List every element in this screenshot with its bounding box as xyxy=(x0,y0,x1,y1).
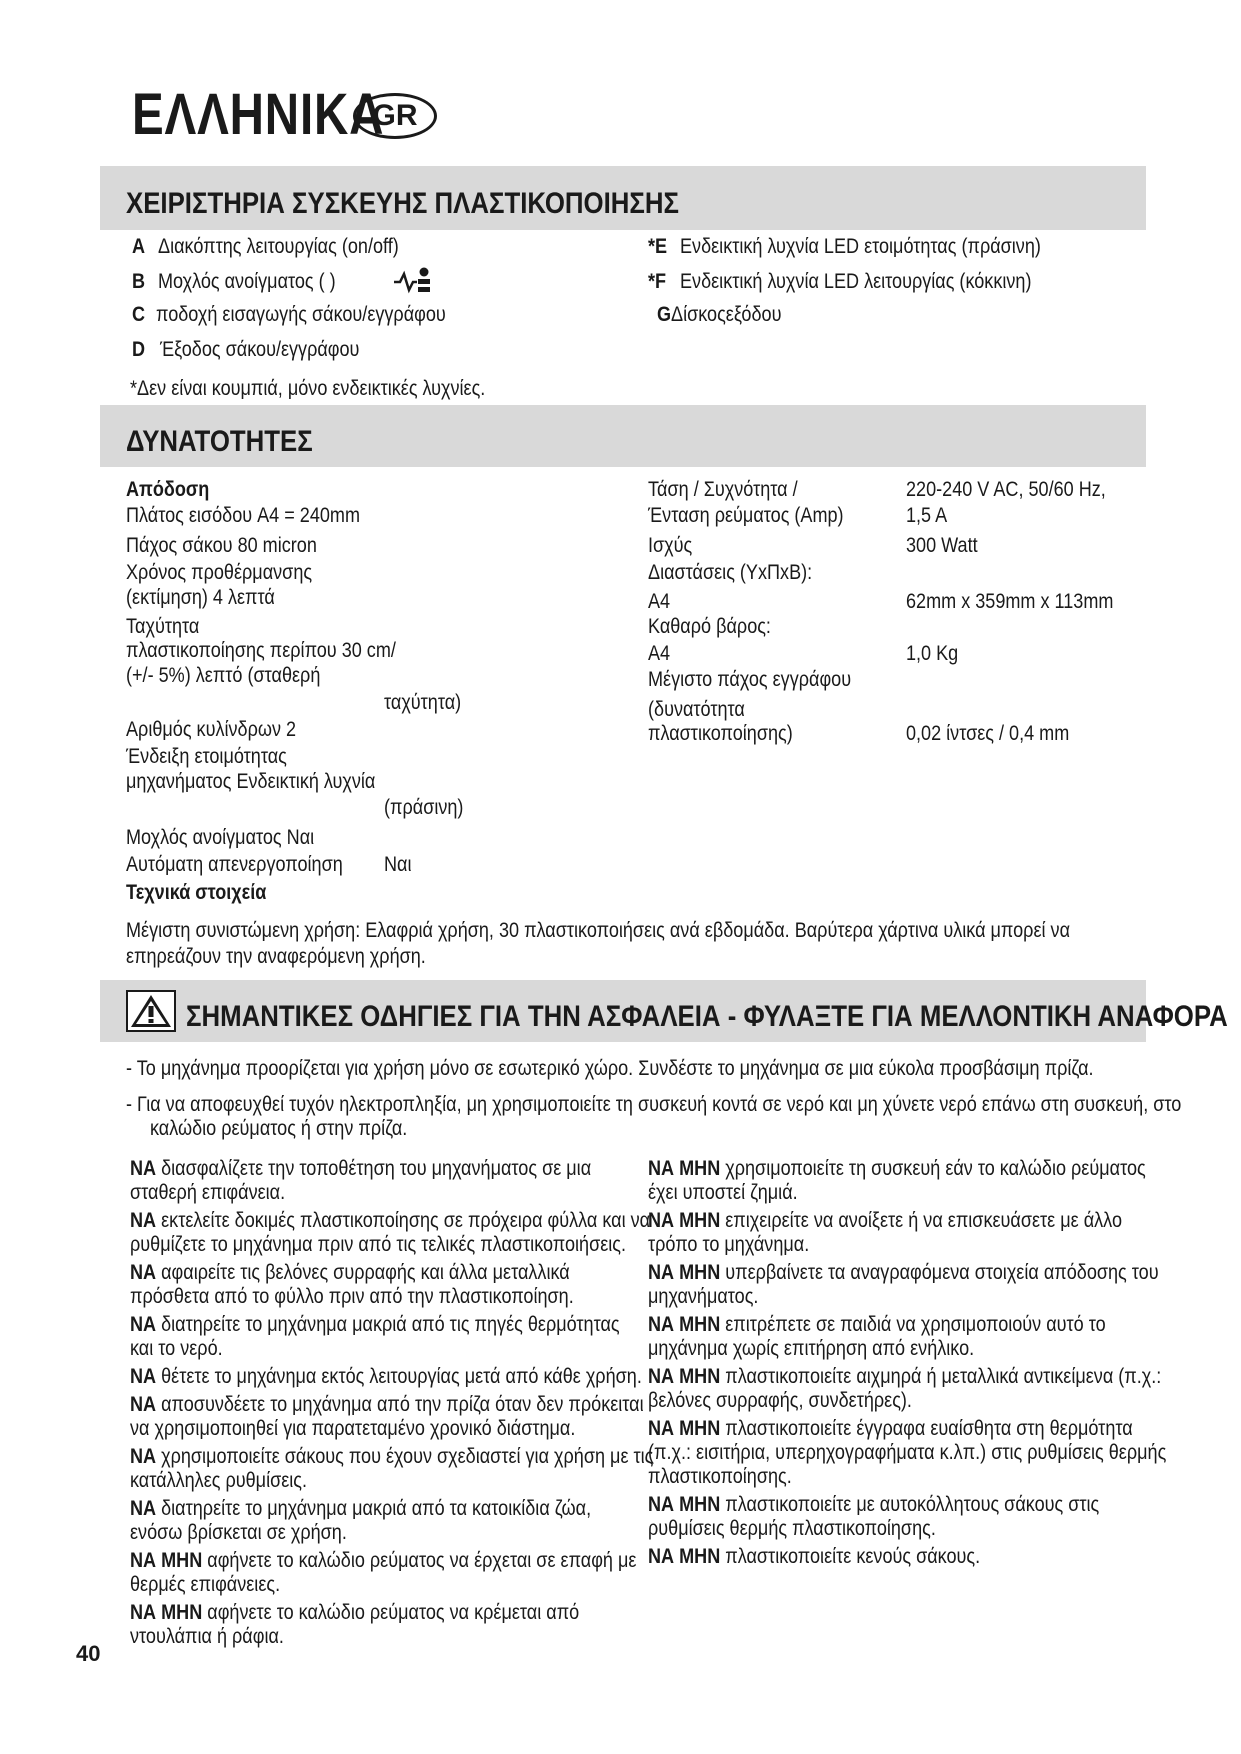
safety-rule-text: αφήνετε το καλώδιο ρεύματος να κρέμεται από xyxy=(202,1601,580,1624)
spec-line: (εκτίμηση) 4 λεπτά xyxy=(126,586,275,609)
feature-text-g: Δίσκοςεξόδου xyxy=(671,303,782,326)
usage-note: Μέγιστη συνιστώμενη χρήση: Ελαφριά χρήση, 30 πλαστικοποιήσεις ανά εβδομάδα. Βαρύτερα χάρτινα υλικά μπορεί να επηρεάζουν την αναφερόμενη χρήση. xyxy=(126,919,1071,968)
safety-rule-continuation: βελόνες συρραφής, συνδετήρες). xyxy=(648,1389,912,1412)
safety-rule-lead: ΝΑ ΜΗΝ xyxy=(648,1313,721,1336)
safety-rule xyxy=(648,1156,1146,1182)
safety-rule-continuation: πλαστικοποίησης. xyxy=(648,1465,792,1488)
safety-rule-continuation: ρυθμίσεις θερμής πλαστικοποίησης. xyxy=(648,1517,936,1540)
spec-line: Ταχύτητα xyxy=(126,615,200,638)
safety-rule xyxy=(130,1312,620,1338)
safety-rule xyxy=(648,1364,1161,1390)
safety-rule-lead: ΝΑ ΜΗΝ xyxy=(648,1261,721,1284)
spec-line: ταχύτητα) xyxy=(384,691,462,714)
spec-label: A4 xyxy=(648,590,671,613)
spec-line: (πράσινη) xyxy=(384,796,464,819)
feature-key-b: B xyxy=(132,270,146,293)
spec-line: Ναι xyxy=(384,853,412,876)
feature-text-a: Διακόπτης λειτουργίας (on/off) xyxy=(158,235,399,258)
safety-rule-continuation: να χρησιμοποιηθεί για παρατεταμένο χρονικό διάστημα. xyxy=(130,1417,576,1440)
spec-label: A4 xyxy=(648,642,671,665)
safety-rule-lead: ΝΑ ΜΗΝ xyxy=(648,1157,721,1180)
safety-rule xyxy=(130,1444,653,1470)
spec-label: (δυνατότητα xyxy=(648,698,745,721)
safety-rule-continuation: ενόσω βρίσκεται σε χρήση. xyxy=(130,1521,347,1544)
safety-rule-lead: ΝΑ xyxy=(130,1393,157,1416)
safety-rule-text: διασφαλίζετε την τοποθέτηση του μηχανήματος σε μια xyxy=(156,1157,592,1180)
spec-value: 62mm x 359mm x 113mm xyxy=(906,590,1114,613)
capabilities-title: ΔΥΝΑΤΟΤΗΤΕΣ xyxy=(126,425,313,458)
safety-rule-text: επιτρέπετε σε παιδιά να χρησιμοποιούν αυτό το xyxy=(720,1313,1106,1336)
feature-text-b: Μοχλός ανοίγματος ( ) xyxy=(158,270,336,293)
safety-rule-continuation: (π.χ.: εισιτήρια, υπερηχογραφήματα κ.λπ.) στις ρυθμίσεις θερμής xyxy=(648,1441,1167,1464)
safety-rule-continuation: ντουλάπια ή ράφια. xyxy=(130,1625,284,1648)
spec-line: Ένδειξη ετοιμότητας xyxy=(126,745,287,768)
features-title: ΧΕΙΡΙΣΤΗΡΙΑ ΣΥΣΚΕΥΗΣ ΠΛΑΣΤΙΚΟΠΟΙΗΣΗΣ xyxy=(126,187,680,220)
safety-rule-text: πλαστικοποιείτε αιχμηρά ή μεταλλικά αντικείμενα (π.χ.: xyxy=(720,1365,1162,1388)
safety-rule-lead: ΝΑ xyxy=(130,1313,157,1336)
safety-rule-lead: ΝΑ ΜΗΝ xyxy=(648,1545,721,1568)
spec-label: πλαστικοποίησης) xyxy=(648,722,793,745)
safety-rule xyxy=(648,1492,1099,1518)
spec-label: Μέγιστο πάχος εγγράφου xyxy=(648,668,852,691)
features-note: *Δεν είναι κουμπιά, μόνο ενδεικτικές λυχνίες. xyxy=(130,377,486,400)
spec-line: Πλάτος εισόδου A4 = 240mm xyxy=(126,504,361,527)
safety-rule xyxy=(130,1364,642,1390)
spec-label: Ισχύς xyxy=(648,534,693,557)
safety-rule xyxy=(648,1312,1106,1338)
language-badge-label: GR xyxy=(372,99,418,132)
safety-rule-lead: ΝΑ ΜΗΝ xyxy=(648,1209,721,1232)
spec-label: Ένταση ρεύματος (Amp) xyxy=(648,504,844,527)
spec-line: Μοχλός ανοίγματος Ναι xyxy=(126,826,315,849)
safety-rule-text: αποσυνδέετε το μηχάνημα από την πρίζα όταν δεν πρόκειται xyxy=(156,1393,644,1416)
safety-rule xyxy=(648,1544,980,1570)
safety-rule-text: πλαστικοποιείτε κενούς σάκους. xyxy=(720,1545,981,1568)
safety-rule xyxy=(130,1496,591,1522)
safety-rule-lead: ΝΑ ΜΗΝ xyxy=(130,1549,203,1572)
safety-rule-lead: ΝΑ xyxy=(130,1497,157,1520)
safety-rule xyxy=(648,1208,1122,1234)
spec-value: 220-240 V AC, 50/60 Hz, xyxy=(906,478,1106,501)
safety-rule-continuation: μηχάνημα χωρίς επιτήρηση από ενήλικο. xyxy=(648,1337,975,1360)
safety-rule-text: υπερβαίνετε τα αναγραφόμενα στοιχεία απόδοσης του xyxy=(720,1261,1159,1284)
spec-value: 1,5 A xyxy=(906,504,948,527)
safety-rule-continuation: έχει υποστεί ζημιά. xyxy=(648,1181,798,1204)
warning-icon xyxy=(128,992,174,1030)
safety-rule-text: πλαστικοποιείτε έγγραφα ευαίσθητα στη θερμότητα xyxy=(720,1417,1133,1440)
spec-value: 300 Watt xyxy=(906,534,978,557)
safety-rule-lead: ΝΑ xyxy=(130,1445,157,1468)
language-badge xyxy=(353,93,437,139)
safety-rule xyxy=(648,1260,1159,1286)
feature-key-f: *F xyxy=(648,270,667,293)
safety-rule-text: αφήνετε το καλώδιο ρεύματος να έρχεται σε επαφή με xyxy=(202,1549,637,1572)
safety-rule xyxy=(130,1208,650,1234)
page-title: ΕΛΛΗΝΙΚΑ xyxy=(132,82,385,147)
safety-rule xyxy=(130,1156,591,1182)
safety-rule-continuation: μηχανήματος. xyxy=(648,1285,759,1308)
spec-label: Τάση / Συχνότητα / xyxy=(648,478,798,501)
safety-rule xyxy=(130,1392,644,1418)
safety-rule-lead: ΝΑ ΜΗΝ xyxy=(648,1493,721,1516)
safety-rule-text: διατηρείτε το μηχάνημα μακριά από τα κατοικίδια ζώα, xyxy=(156,1497,592,1520)
safety-rule xyxy=(648,1416,1133,1442)
feature-text-e: Ενδεικτική λυχνία LED ετοιμότητας (πράσινη) xyxy=(680,235,1041,258)
safety-rule-continuation: ρυθμίζετε το μηχάνημα πριν από τις τελικές πλαστικοποιήσεις. xyxy=(130,1233,627,1256)
safety-rule-text: χρησιμοποιείτε τη συσκευή εάν το καλώδιο ρεύματος xyxy=(720,1157,1146,1180)
safety-rule-text: επιχειρείτε να ανοίξετε ή να επισκευάσετε με άλλο xyxy=(720,1209,1122,1232)
release-lever-icon xyxy=(392,266,432,296)
feature-key-a: A xyxy=(132,235,146,258)
safety-rule-text: χρησιμοποιείτε σάκους που έχουν σχεδιαστεί για χρήση με τις xyxy=(156,1445,654,1468)
safety-intro: καλώδιο ρεύματος ή στην πρίζα. xyxy=(150,1117,408,1140)
spec-line: Αριθμός κυλίνδρων 2 xyxy=(126,718,297,741)
technical-heading: Τεχνικά στοιχεία xyxy=(126,881,267,904)
safety-rule-lead: ΝΑ xyxy=(130,1209,157,1232)
performance-heading: Απόδοση xyxy=(126,478,210,501)
warning-box xyxy=(126,990,176,1032)
safety-rule-continuation: πρόσθετα από το φύλλο πριν από την πλαστικοποίηση. xyxy=(130,1285,574,1308)
spec-line: Αυτόματη απενεργοποίηση xyxy=(126,853,343,876)
feature-key-c: C xyxy=(132,303,146,326)
spec-label: Καθαρό βάρος: xyxy=(648,615,771,638)
spec-value: 0,02 ίντσες / 0,4 mm xyxy=(906,722,1070,745)
feature-text-f: Ενδεικτική λυχνία LED λειτουργίας (κόκκινη) xyxy=(680,270,1032,293)
safety-rule-lead: ΝΑ xyxy=(130,1365,157,1388)
safety-intro: - Για να αποφευχθεί τυχόν ηλεκτροπληξία, μη χρησιμοποιείτε τη συσκευή κοντά σε νερό και μη χύνετε νερό επάνω στη συσκευή, στο xyxy=(126,1093,1182,1116)
feature-text-d: Έξοδος σάκου/εγγράφου xyxy=(160,338,360,361)
feature-key-d: D xyxy=(132,338,146,361)
safety-rule xyxy=(130,1548,636,1574)
safety-rule-lead: ΝΑ ΜΗΝ xyxy=(648,1417,721,1440)
page-number: 40 xyxy=(76,1641,101,1666)
safety-rule xyxy=(130,1600,579,1626)
safety-rule-continuation: κατάλληλες ρυθμίσεις. xyxy=(130,1469,308,1492)
safety-rule-text: εκτελείτε δοκιμές πλαστικοποίησης σε πρόχειρα φύλλα και να xyxy=(156,1209,651,1232)
safety-rule-continuation: θερμές επιφάνειες. xyxy=(130,1573,281,1596)
safety-rule-lead: ΝΑ ΜΗΝ xyxy=(648,1365,721,1388)
feature-text-c: ποδοχή εισαγωγής σάκου/εγγράφου xyxy=(156,303,446,326)
spec-line: μηχανήματος Ενδεικτική λυχνία xyxy=(126,770,376,793)
safety-rule-continuation: σταθερή επιφάνεια. xyxy=(130,1181,286,1204)
safety-title: ΣΗΜΑΝΤΙΚΕΣ ΟΔΗΓΙΕΣ ΓΙΑ ΤΗΝ ΑΣΦΑΛΕΙΑ - ΦΥΛΑΞΤΕ ΓΙΑ ΜΕΛΛΟΝΤΙΚΗ ΑΝΑΦΟΡΑ xyxy=(186,1000,1228,1033)
spec-line: Χρόνος προθέρμανσης xyxy=(126,561,313,584)
safety-rule-text: αφαιρείτε τις βελόνες συρραφής και άλλα μεταλλικά xyxy=(156,1261,570,1284)
safety-rule-text: πλαστικοποιείτε με αυτοκόλλητους σάκους στις xyxy=(720,1493,1100,1516)
spec-value: 1,0 Kg xyxy=(906,642,959,665)
spec-line: (+/- 5%) λεπτό (σταθερή xyxy=(126,664,321,687)
safety-rule-lead: ΝΑ ΜΗΝ xyxy=(130,1601,203,1624)
safety-rule xyxy=(130,1260,570,1286)
safety-intro: - Το μηχάνημα προορίζεται για χρήση μόνο σε εσωτερικό χώρο. Συνδέστε το μηχάνημα σε μια εύκολα προσβάσιμη πρίζα. xyxy=(126,1057,1094,1080)
spec-line: Πάχος σάκου 80 micron xyxy=(126,534,317,557)
safety-rule-lead: ΝΑ xyxy=(130,1157,157,1180)
feature-key-e: *E xyxy=(648,235,668,258)
spec-label: Διαστάσεις (ΥxΠxΒ): xyxy=(648,561,813,584)
safety-rule-text: διατηρείτε το μηχάνημα μακριά από τις πηγές θερμότητας xyxy=(156,1313,620,1336)
safety-rule-continuation: τρόπο το μηχάνημα. xyxy=(648,1233,810,1256)
safety-rule-text: θέτετε το μηχάνημα εκτός λειτουργίας μετά από κάθε χρήση. xyxy=(156,1365,642,1388)
safety-rule-continuation: και το νερό. xyxy=(130,1337,223,1360)
feature-key-g: G xyxy=(657,303,672,326)
safety-rule-lead: ΝΑ xyxy=(130,1261,157,1284)
spec-line: πλαστικοποίησης περίπου 30 cm/ xyxy=(126,639,396,662)
